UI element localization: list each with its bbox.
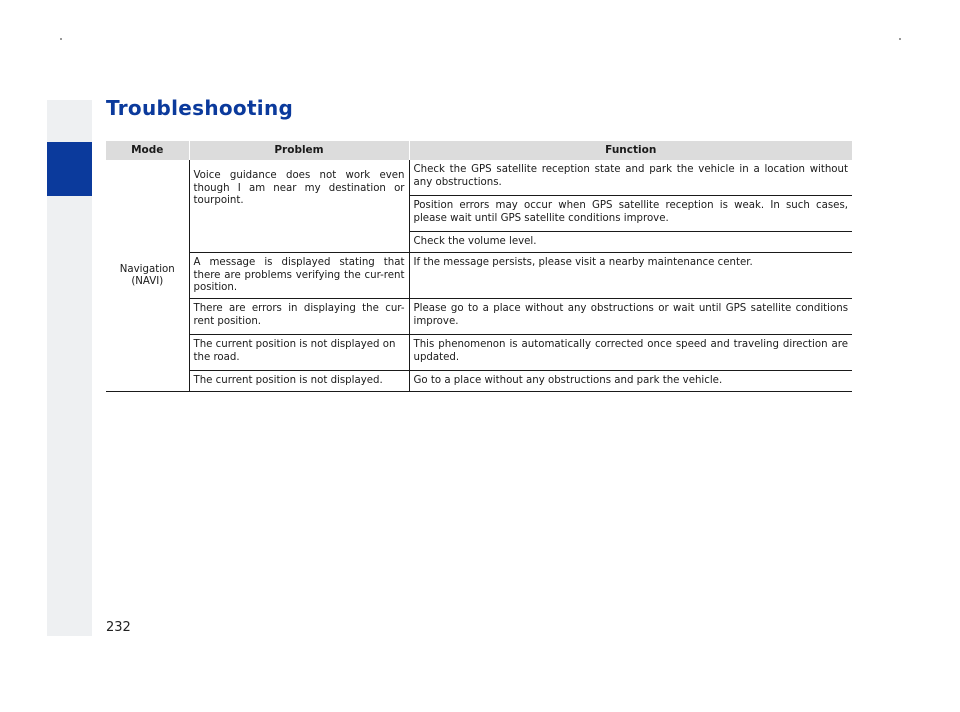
table-row — [106, 299, 852, 335]
mode-sublabel: (NAVI) — [131, 276, 164, 287]
problem-cell: A message is displayed stating that there are problems verifying the cur-rent position. — [189, 253, 409, 299]
header-mode: Mode — [106, 141, 189, 160]
function-cell: This phenomenon is automatically corrected once speed and traveling direction are updated. — [409, 335, 852, 371]
function-cell: Check the GPS satellite reception state and park the vehicle in a location without any obstructions. — [409, 160, 852, 196]
crop-mark-right — [899, 38, 901, 40]
header-problem: Problem — [189, 141, 409, 160]
function-cell: Please go to a place without any obstructions or wait until GPS satellite conditions improve. — [409, 299, 852, 335]
page-number: 232 — [106, 620, 131, 635]
function-cell: Position errors may occur when GPS satellite reception is weak. In such cases, please wait until GPS satellite conditions improve. — [409, 196, 852, 232]
table-row — [106, 160, 852, 196]
problem-cell: Voice guidance does not work even though I am near my destination or tourpoint. — [189, 160, 409, 253]
function-cell: Check the volume level. — [409, 232, 852, 253]
problem-cell: There are errors in displaying the cur-rent position. — [189, 299, 409, 335]
table-header-row — [106, 141, 852, 160]
page-title: Troubleshooting — [106, 96, 294, 120]
function-cell: Go to a place without any obstructions and park the vehicle. — [409, 371, 852, 392]
header-function: Function — [409, 141, 852, 160]
table-row — [106, 371, 852, 392]
chapter-tab — [47, 142, 92, 196]
function-cell: If the message persists, please visit a nearby maintenance center. — [409, 253, 852, 299]
mode-label: Navigation — [119, 263, 175, 275]
table-row — [106, 253, 852, 299]
mode-cell — [106, 160, 189, 392]
table-row — [106, 335, 852, 371]
problem-cell: The current position is not displayed on the road. — [189, 335, 409, 371]
troubleshooting-table — [106, 141, 852, 392]
problem-cell: The current position is not displayed. — [189, 371, 409, 392]
crop-mark-left — [60, 38, 62, 40]
